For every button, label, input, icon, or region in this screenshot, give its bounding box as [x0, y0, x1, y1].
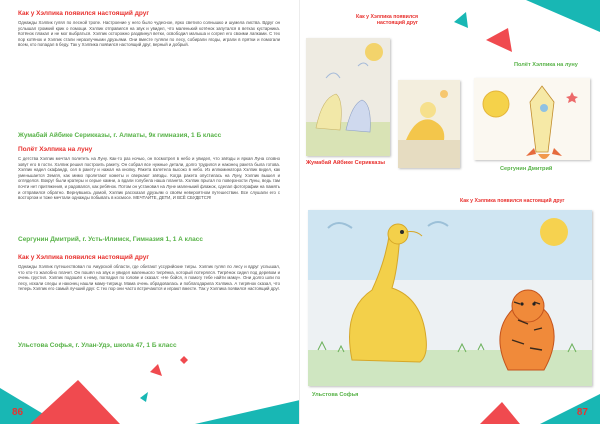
- coral-triangle-bottom: [480, 402, 520, 424]
- decor-shapes-left: [0, 340, 300, 424]
- teal-triangle-top: [454, 12, 468, 28]
- right-page: [300, 0, 600, 424]
- caption-top-title: Как у Хэлпика появился настоящий друг: [356, 14, 418, 26]
- drawing-friendship-art: [306, 38, 390, 156]
- page-number-left: 86: [12, 407, 24, 418]
- page-number-right: 87: [576, 407, 588, 418]
- story3-body: Однажды Хэлпик путешествовал по Амурской области, где обитают уссурийские тигры. Хэлпик гулял по лесу и вдруг услышал, что кто-то жалобно плачет. Он пошёл на звук и увидел маленького тигрёнка, который потерялся. Тигрёнок сидел под деревом и очень грустил. Хэлпик подошёл к нему, погладил по голове и сказал: «Не бойся, я помогу тебе найти маму». Они долго шли по лесу, искали следы и наконец нашли маму-тигрицу. Мама очень обрадовалась и поблагодарила Хэлпика. А тигрёнок сказал, что теперь Хэлпик его самый лучший друг. С тех пор они часто встречаются и играют вместе. Так у Хэлпика появился настоящий друг.: [18, 264, 280, 292]
- drawing-moon-scene: [398, 80, 460, 168]
- coral-triangle-shape: [30, 380, 120, 424]
- story1-author: Жумабай Айбике Серикказы, г. Алматы, 9к гимназия, 1 Б класс: [18, 132, 222, 139]
- caption-author3: Ульстова Софья: [312, 392, 359, 398]
- drawing-tiger-friends: [308, 210, 592, 386]
- story1-body: Однажды Хэлпик гулял по лесной тропе. Настроение у него было чудесное, ярко светило солнышко и шумела листва. Вдруг он услышал громкий крик о помощи. Хэлпик отправился на звук и увидел, что маленький котёнок запутался в ветках кустарника. Котёнок плакал и не мог выбраться. Хэлпик осторожно раздвинул ветки, освободил малыша и согрел его своими лапками. С тех пор котёнок и Хэлпик стали неразлучными друзьями. Они вместе гуляли по лесу, собирали ягоды, играли в прятки и помогали всем, кто попадал в беду. Так у Хэлпика появился настоящий друг, верный и добрый.: [18, 20, 280, 48]
- teal-corner-shape: [526, 0, 600, 32]
- story2-body: С детства Хэлпик мечтал полететь на Луну. Как-то раз ночью, он посмотрел в небо и увидел, что звёзды и яркая Луна словно зовут его в гости. Хэлпик решил построить ракету. Он собрал все нужные детали, долго трудился и наконец ракета была готова. Хэлпик надел скафандр, сел в ракету и нажал на кнопку. Ракета взлетела высоко в небо. Из иллюминатора Хэлпик видел, как уменьшается Земля, как мимо пролетают кометы и сверкают звёзды. Когда ракета опустилась на Луну, Хэлпик вышел и огляделся. Вокруг были кратеры и серые камни, а вдали голубела наша планета. Хэлпик прыгал по поверхности Луны, ведь там почти нет притяжения, и радовался, как ребёнок. Потом он установил на Луне маленький флажок, сделал фотографии на память и отправился обратно. Вернувшись домой, Хэлпик рассказал друзьям о своём невероятном путешествии. Все слушали его с восторгом и тоже мечтали однажды побывать в космосе. МЕЧТАЙТЕ, ДЕТИ, И ВСЁ СБУДЕТСЯ!: [18, 156, 280, 201]
- story3-author: Ульстова Софья, г. Улан-Удэ, школа 47, 1 Б класс: [18, 342, 177, 349]
- drawing-friendship: [306, 38, 390, 156]
- story3-title: Как у Хэлпика появился настоящий друг: [18, 254, 150, 261]
- caption-moon-title: Полёт Хэлпика на луну: [514, 62, 578, 68]
- teal-corner-bottom: [540, 394, 600, 424]
- drawing-rocket: [474, 78, 590, 160]
- story2-title: Полёт Хэлпика на луну: [18, 146, 93, 153]
- caption-bottom-title: Как у Хэлпика появился настоящий друг: [460, 198, 565, 204]
- decor-shapes-top-right: [430, 0, 600, 60]
- story1-title: Как у Хэлпика появился настоящий друг: [18, 10, 150, 17]
- drawing-rocket-art: [474, 78, 590, 160]
- small-coral-shape: [150, 364, 162, 376]
- caption-author2: Сергунин Дмитрий: [500, 166, 553, 172]
- small-teal-shape: [140, 392, 148, 402]
- drawing-moon-scene-art: [398, 80, 460, 168]
- caption-author1: Жумабай Айбике Серикказы: [306, 160, 386, 166]
- small-diamond-shape: [180, 356, 188, 364]
- drawing-tiger-friends-art: [308, 210, 592, 386]
- coral-triangle-top: [486, 28, 512, 52]
- teal-wedge-shape: [195, 400, 300, 424]
- story2-author: Сергунин Дмитрий, г. Усть-Илимск, Гимназия 1, 1 А класс: [18, 236, 203, 243]
